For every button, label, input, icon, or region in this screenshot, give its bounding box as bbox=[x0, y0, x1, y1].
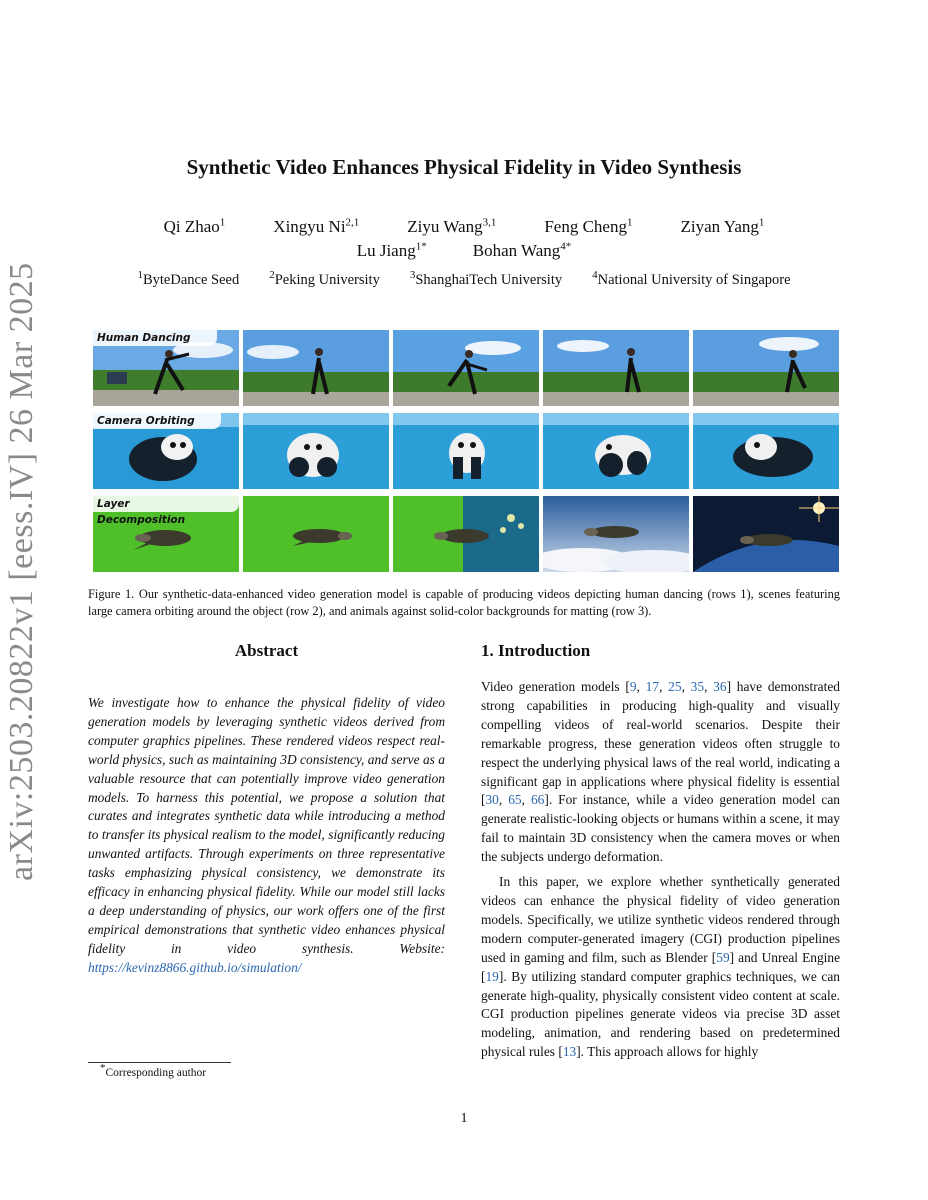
author-affiliation-mark: 4* bbox=[560, 240, 572, 253]
page-number: 1 bbox=[460, 1111, 468, 1126]
citation-link[interactable]: 59 bbox=[716, 949, 730, 965]
figure-frame-dance-4 bbox=[543, 330, 689, 406]
paper-title: Synthetic Video Enhances Physical Fidelity in Video Synthesis bbox=[186, 155, 742, 179]
author-affiliation-mark: 1* bbox=[415, 240, 427, 253]
figure-caption: Figure 1. Our synthetic-data-enhanced video generation model is capable of producing videos depicting human dancing (rows 1), scenes featuring large camera orbiting around the object (row 2), and animals against solid-color backgrounds for matting (row 3). bbox=[88, 587, 840, 618]
author-7 bbox=[473, 239, 572, 263]
affiliation-list bbox=[90, 269, 838, 289]
figure-frame-dance-1 bbox=[93, 330, 239, 406]
arxiv-stamp: arXiv:2503.20822v1 [eess.IV] 26 Mar 2025 bbox=[3, 262, 40, 881]
citation-link[interactable]: 36 bbox=[713, 679, 727, 694]
footnote-text: Corresponding author bbox=[105, 1067, 207, 1079]
footnote bbox=[100, 1062, 207, 1079]
affiliation-mark: 3 bbox=[409, 269, 416, 282]
affiliation-4 bbox=[592, 269, 791, 289]
figure-frame-orbit-3 bbox=[393, 413, 539, 489]
author-affiliation-mark: 2,1 bbox=[345, 216, 360, 229]
citation-link[interactable]: 25 bbox=[668, 679, 682, 694]
affiliation-1 bbox=[137, 269, 240, 289]
affiliation-2 bbox=[269, 269, 380, 289]
author-list bbox=[90, 215, 838, 263]
author-2 bbox=[273, 215, 359, 239]
abstract-text: We investigate how to enhance the physical fidelity of video generation models by leveraging synthetic videos derived from computer graphics pipelines. These rendered videos respect real-world physics, such as maintaining 3D consistency, and serve as a valuable resource that can potentially improve video generation models. To harness this potential, we propose a solution that curates and integrates synthetic data while introducing a method to transfer its physical realism to the model, significantly reducing unwanted artifacts. Through experiments on three representative tasks emphasizing physical consistency, we demonstrate its efficacy in enhancing physical fidelity. While our model still lacks a deep understanding of physics, our work offers one of the first empirical demonstrations that synthetic video enhances physical fidelity in video synthesis. bbox=[88, 695, 445, 956]
author-affiliation-mark: 1 bbox=[758, 216, 765, 229]
row-label-layer-decomposition: Layer Decomposition bbox=[93, 496, 239, 512]
author-name: Qi Zhao bbox=[163, 217, 220, 236]
author-name: Ziyu Wang bbox=[407, 217, 483, 236]
author-name: Xingyu Ni bbox=[273, 217, 346, 236]
row-label-human-dancing: Human Dancing bbox=[93, 330, 217, 346]
citation-link[interactable]: 66 bbox=[530, 792, 545, 808]
figure-frame-orbit-4 bbox=[543, 413, 689, 489]
author-row-1 bbox=[90, 215, 838, 239]
author-3 bbox=[407, 215, 496, 239]
author-name: Lu Jiang bbox=[356, 241, 416, 260]
author-affiliation-mark: 3,1 bbox=[482, 216, 497, 229]
figure-frame-dance-5 bbox=[693, 330, 839, 406]
affiliation-mark: 2 bbox=[269, 269, 275, 282]
affiliation-name: Peking University bbox=[274, 272, 380, 288]
figure-frame-orbit-1 bbox=[93, 413, 239, 489]
figure-frame-orbit-5 bbox=[693, 413, 839, 489]
citation-link[interactable]: 9 bbox=[629, 679, 637, 694]
figure-frame-orbit-2 bbox=[243, 413, 389, 489]
author-row-2 bbox=[90, 239, 838, 263]
figure-frame-layer-1 bbox=[93, 496, 239, 572]
figure-1 bbox=[93, 330, 841, 572]
author-name: Ziyan Yang bbox=[680, 217, 759, 236]
author-1 bbox=[164, 215, 226, 239]
figure-frame-layer-2 bbox=[243, 496, 389, 572]
affiliation-3 bbox=[409, 269, 563, 289]
author-4 bbox=[544, 215, 632, 239]
figure-frame-layer-4 bbox=[543, 496, 689, 572]
abstract-body bbox=[88, 694, 445, 978]
author-6 bbox=[357, 239, 427, 263]
affiliation-mark: 1 bbox=[137, 269, 143, 282]
website-link[interactable]: https://kevinz8866.github.io/simulation/ bbox=[88, 959, 302, 975]
affiliation-name: ShanghaiTech University bbox=[415, 272, 563, 288]
figure-frame-dance-2 bbox=[243, 330, 389, 406]
citation-link[interactable]: 30 bbox=[485, 792, 499, 808]
citation-link[interactable]: 19 bbox=[485, 968, 499, 984]
affiliation-mark: 4 bbox=[592, 269, 598, 282]
intro-body bbox=[481, 678, 840, 1062]
affiliation-name: ByteDance Seed bbox=[142, 272, 240, 288]
figure-frame-layer-3 bbox=[393, 496, 539, 572]
citation-link[interactable]: 65 bbox=[508, 792, 522, 808]
author-affiliation-mark: 1 bbox=[219, 216, 226, 229]
intro-paragraph-1: Video generation models [9, 17, 25, 35, 36] have demonstrated strong capabilities in producing high-quality and visually compelling videos of real-world scenarios. Despite their remarkable progress, these generation videos often struggle to respect the underlying physical laws of the real world, indicating a significant gap in applications where physical fidelity is essential [30, 65, 66]. For instance, while a video generation model can generate realistic-looking objects or humans within a scene, it may fail to maintain 3D consistency when the camera moves or when the subjects undergo deformation. bbox=[481, 679, 841, 865]
author-affiliation-mark: 1 bbox=[626, 216, 633, 229]
affiliation-name: National University of Singapore bbox=[597, 272, 791, 288]
intro-heading: 1. Introduction bbox=[481, 641, 591, 660]
citation-link[interactable]: 13 bbox=[562, 1044, 577, 1060]
author-name: Bohan Wang bbox=[472, 241, 561, 260]
footnote-rule bbox=[88, 1062, 231, 1063]
intro-paragraph-2: In this paper, we explore whether synthetically generated videos can enhance the physical fidelity of video generation models. Specifically, we utilize synthetic videos rendered through modern computer-generated imagery (CGI) production pipelines used in gaming and film, such as Blender [59] and Unreal Engine [19]. By utilizing standard computer graphics techniques, we can generate high-quality, physically consistent video content at scale. CGI production pipelines generate videos via precise 3D asset modeling, animation, and rendering based on predetermined physical rules [13]. This approach allows for highly bbox=[481, 874, 841, 1060]
row-label-camera-orbiting: Camera Orbiting bbox=[93, 413, 221, 429]
citation-link[interactable]: 35 bbox=[690, 679, 705, 694]
author-name: Feng Cheng bbox=[544, 217, 627, 236]
abstract-heading: Abstract bbox=[234, 641, 299, 660]
figure-frame-layer-5 bbox=[693, 496, 839, 572]
footnote-mark: * bbox=[100, 1062, 106, 1075]
citation-link[interactable]: 17 bbox=[645, 679, 660, 694]
figure-frame-dance-3 bbox=[393, 330, 539, 406]
author-5 bbox=[680, 215, 764, 239]
website-label: Website: bbox=[399, 940, 445, 956]
